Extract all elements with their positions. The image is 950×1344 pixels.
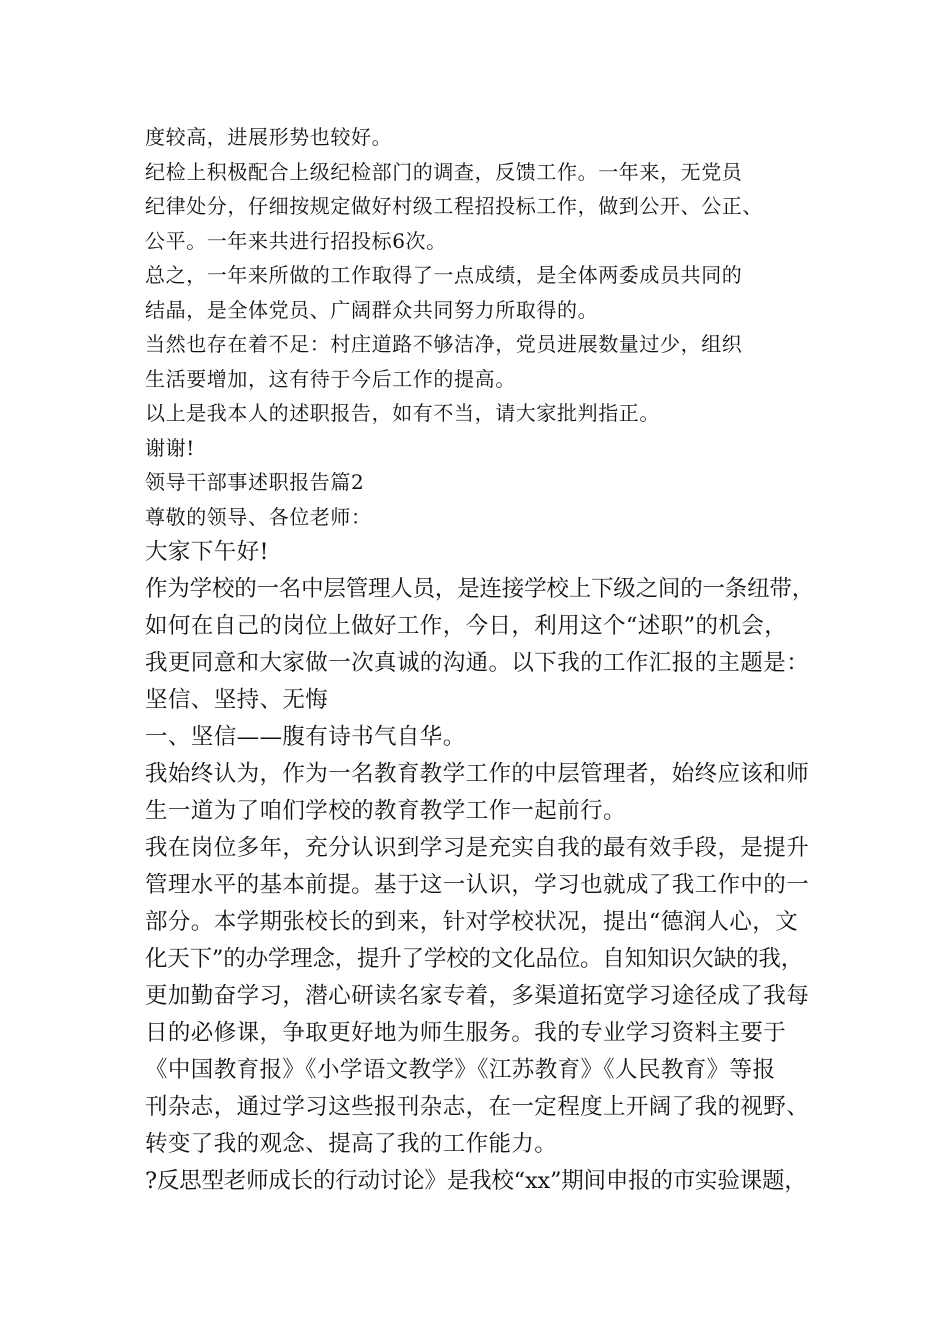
- text-line: 我始终认为，作为一名教育教学工作的中层管理者，始终应该和师: [145, 761, 810, 787]
- text-line: 作为学校的一名中层管理人员，是连接学校上下级之间的一条纽带，: [145, 576, 815, 602]
- text-line: 转变了我的观念、提高了我的工作能力。: [145, 1131, 558, 1157]
- text-line: 总之，一年来所做的工作取得了一点成绩，是全体两委成员共同的: [145, 263, 743, 287]
- text-line: 度较高，进展形势也较好。: [145, 125, 393, 149]
- text-line: 坚信、坚持、无悔: [145, 687, 329, 713]
- text-line: 更加勤奋学习，潜心研读名家专着，多渠道拓宽学习途径成了我每: [145, 983, 810, 1009]
- text-line: 纪律处分，仔细按规定做好村级工程招投标工作，做到公开、公正、: [145, 194, 763, 218]
- text-line: 日的必修课，争取更好地为师生服务。我的专业学习资料主要于: [145, 1020, 787, 1046]
- text-line: 刊杂志，通过学习这些报刊杂志，在一定程度上开阔了我的视野、: [145, 1094, 810, 1120]
- text-line: 《中国教育报》《小学语文教学》《江苏教育》《人民教育》等报: [145, 1057, 776, 1083]
- text-line: 如何在自己的岗位上做好工作，今日，利用这个“述职”的机会，: [145, 613, 788, 639]
- text-line: 化天下”的办学理念，提升了学校的文化品位。自知知识欠缺的我，: [145, 946, 804, 972]
- document-body: [145, 120, 835, 1200]
- text-line: 管理水平的基本前提。基于这一认识，学习也就成了我工作中的一: [145, 872, 810, 898]
- subheading: 一、坚信——腹有诗书气自华。: [145, 724, 466, 750]
- text-line: 生活要增加，这有待于今后工作的提高。: [145, 366, 516, 391]
- text-line: 以上是我本人的述职报告，如有不当，请大家批判指正。: [145, 401, 660, 425]
- greeting: 大家下午好!: [145, 539, 269, 565]
- section-heading: 领导干部事述职报告篇2: [145, 470, 365, 494]
- salutation: 尊敬的领导、各位老师：: [145, 504, 372, 529]
- text-line: 公平。一年来共进行招投标6次。: [145, 228, 447, 253]
- text-line: 谢谢!: [145, 435, 195, 460]
- text-line: 纪检上积极配合上级纪检部门的调查，反馈工作。一年来，无党员: [145, 159, 743, 184]
- text-line: ?反思型老师成长的行动讨论》是我校“xx”期间申报的市实验课题，: [145, 1168, 807, 1194]
- text-line: 生一道为了咱们学校的教育教学工作一起前行。: [145, 798, 626, 824]
- text-line: 我更同意和大家做一次真诚的沟通。以下我的工作汇报的主题是：: [145, 650, 810, 676]
- text-line: 结晶，是全体党员、广阔群众共同努力所取得的。: [145, 297, 599, 322]
- text-line: 我在岗位多年，充分认识到学习是充实自我的最有效手段，是提升: [145, 835, 810, 861]
- text-line: 部分。本学期张校长的到来，针对学校状况，提出“德润人心，文: [145, 909, 799, 935]
- text-line: 当然也存在着不足：村庄道路不够洁净，党员进展数量过少，组织: [145, 332, 743, 356]
